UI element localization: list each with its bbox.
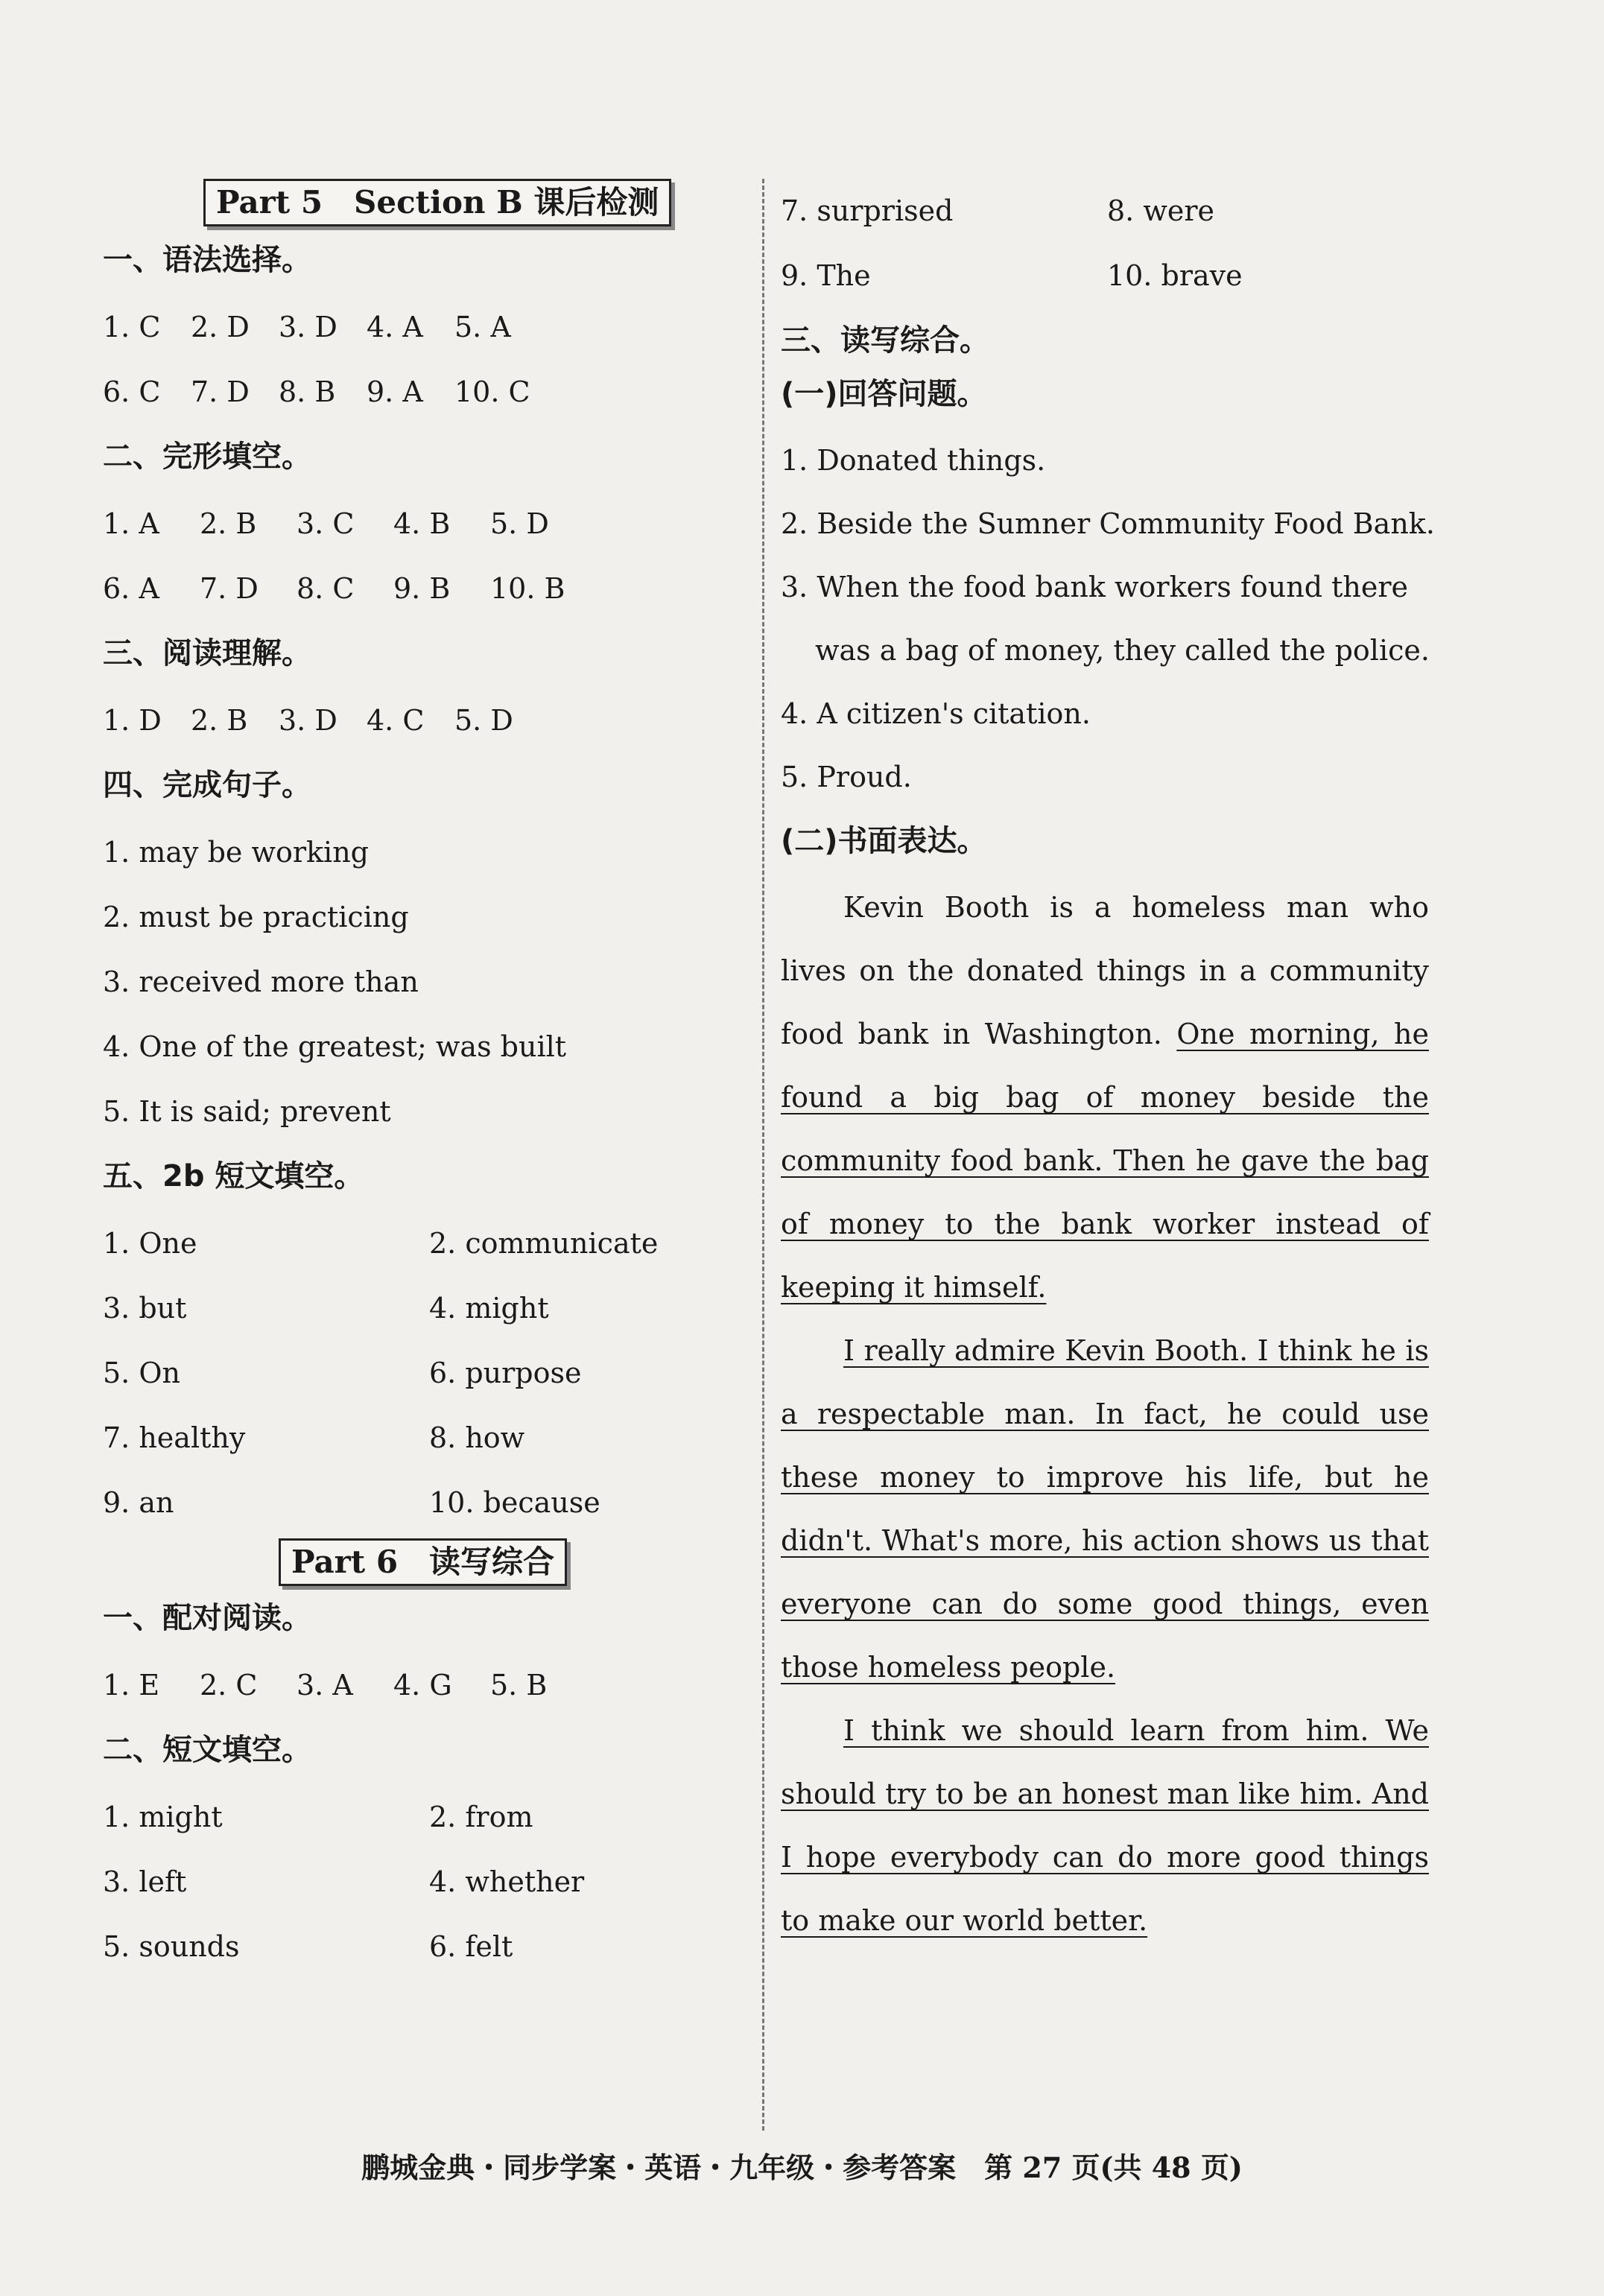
answer-pair-row: 3. left 4. whether	[103, 1865, 585, 1898]
right-column	[781, 179, 1435, 1953]
answer-row: 6. A 7. D 8. C 9. B 10. B	[103, 572, 565, 605]
answer-pair-row: 1. might 2. from	[103, 1801, 533, 1833]
list-item: 5. It is said; prevent	[103, 1095, 391, 1128]
answer-pair-row: 9. The 10. brave	[781, 259, 1243, 292]
column-divider	[762, 179, 764, 2131]
answer-line: 2. Beside the Sumner Community Food Bank.	[781, 507, 1435, 540]
answer-pair-row: 9. an 10. because	[103, 1486, 600, 1519]
essay-paragraph: I think we should learn from him. We should try to be an honest man like him. And I hope everybody can do more good things to make our world better.	[781, 1714, 1429, 1937]
list-item: 4. One of the greatest; was built	[103, 1030, 567, 1063]
answer-line: 5. Proud.	[781, 761, 912, 793]
answer-row: 1. E 2. C 3. A 4. G 5. B	[103, 1669, 548, 1702]
answer-row: 6. C 7. D 8. B 9. A 10. C	[103, 375, 530, 408]
answer-line: 3. When the food bank workers found there	[781, 571, 1409, 603]
answer-pair-row: 1. One 2. communicate	[103, 1227, 659, 1260]
answer-pair-row: 7. surprised 8. were	[781, 194, 1215, 227]
writing-subtitle: (二)书面表达。	[781, 824, 987, 858]
answer-row: 1. A 2. B 3. C 4. B 5. D	[103, 507, 549, 540]
essay-paragraph: I really admire Kevin Booth. I think he is a respectable man. In fact, he could use these money to improve his life, but he didn't. What's more, his action shows us that everyone can do some good things, even those homeless people.	[781, 1334, 1429, 1684]
questions-subtitle: (一)回答问题。	[781, 377, 987, 411]
answer-pair-row: 7. healthy 8. how	[103, 1421, 525, 1454]
passage-fill-section-title: 二、短文填空。	[103, 1733, 311, 1767]
answer-pair-row: 5. On 6. purpose	[103, 1357, 582, 1389]
sentence-section-title: 四、完成句子。	[103, 768, 311, 802]
answer-line: 4. A citizen's citation.	[781, 697, 1091, 730]
fill-blank-section-title: 五、2b 短文填空。	[103, 1159, 364, 1193]
answer-pair-row: 3. but 4. might	[103, 1292, 549, 1325]
reading-section-title: 三、阅读理解。	[103, 636, 311, 670]
read-write-section-title: 三、读写综合。	[781, 323, 989, 358]
list-item: 2. must be practicing	[103, 901, 409, 933]
answer-row: 1. D 2. B 3. D 4. C 5. D	[103, 704, 513, 737]
list-item: 1. may be working	[103, 836, 370, 869]
answer-pair-row: 5. sounds 6. felt	[103, 1930, 513, 1963]
matching-section-title: 一、配对阅读。	[103, 1601, 311, 1635]
list-item: 3. received more than	[103, 965, 419, 998]
page-footer: 鹏城金典・同步学案・英语・九年级・参考答案 第 27 页(共 48 页)	[361, 2151, 1243, 2184]
part6-title: Part 6 读写综合	[279, 1538, 567, 1586]
cloze-section-title: 二、完形填空。	[103, 440, 311, 474]
essay-paragraph: Kevin Booth is a homeless man who lives on the donated things in a community food bank in Washington. One morning, he found a big bag of money beside the community food bank. Then he gave the bag of money to the bank worker instead of keeping it himself.	[781, 891, 1429, 1304]
grammar-section-title: 一、语法选择。	[103, 243, 311, 277]
left-column	[103, 179, 758, 1979]
answer-line: 1. Donated things.	[781, 444, 1046, 477]
part5-title: Part 5 Section B 课后检测	[203, 179, 671, 226]
answer-row: 1. C 2. D 3. D 4. A 5. A	[103, 311, 511, 343]
answer-line: was a bag of money, they called the police.	[815, 634, 1430, 667]
